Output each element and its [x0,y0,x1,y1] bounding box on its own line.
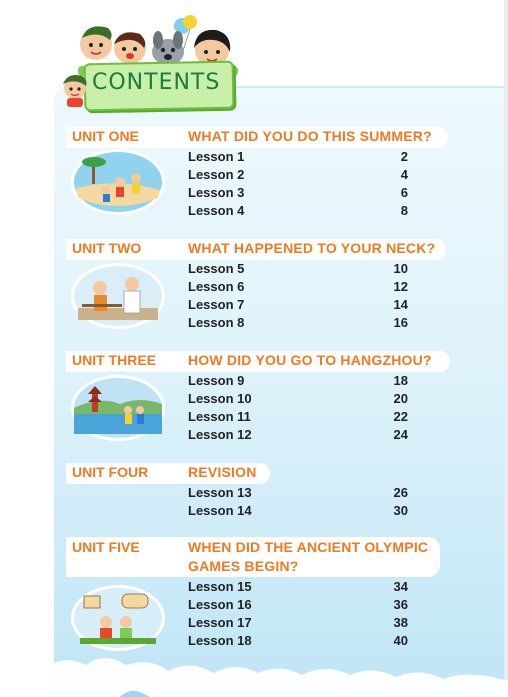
lesson-5-label[interactable]: Lesson 5 [188,261,245,276]
lesson-12-label[interactable]: Lesson 12 [188,427,252,442]
unit-five-label: UNIT FIVE [72,539,140,555]
lesson-8-page: 16 [393,315,408,330]
page-right-edge [504,0,508,697]
lesson-10-label[interactable]: Lesson 10 [188,391,252,406]
lesson-17-label[interactable]: Lesson 17 [188,615,252,630]
lesson-15-label[interactable]: Lesson 15 [188,579,252,594]
lesson-10-page: 20 [393,391,408,406]
unit-one-label: UNIT ONE [72,128,139,144]
lesson-6-label[interactable]: Lesson 6 [188,279,245,294]
lesson-11-label[interactable]: Lesson 11 [188,409,251,424]
lesson-11-page: 22 [393,409,408,424]
unit-two-title[interactable]: WHAT HAPPENED TO YOUR NECK? [188,240,436,256]
lesson-4-label[interactable]: Lesson 4 [188,203,245,218]
lesson-15-page: 34 [393,579,408,594]
lesson-1-label[interactable]: Lesson 1 [188,149,245,164]
lesson-14-label[interactable]: Lesson 14 [188,503,252,518]
lesson-9-page: 18 [393,373,408,388]
lake-pagoda-icon [70,374,166,442]
lesson-12-page: 24 [393,427,408,442]
unit-four-label: UNIT FOUR [72,464,149,480]
unit-five-title[interactable]: WHEN DID THE ANCIENT OLYMPIC [188,539,429,555]
cloud-border-icon [0,627,508,697]
doctor-visit-icon [70,262,166,330]
unit-three-title[interactable]: HOW DID YOU GO TO HANGZHOU? [188,352,432,368]
lesson-3-page: 6 [400,185,408,200]
lesson-2-page: 4 [400,167,408,182]
lesson-3-label[interactable]: Lesson 3 [188,185,245,200]
lesson-18-label[interactable]: Lesson 18 [188,633,252,648]
unit-three-label: UNIT THREE [72,352,156,368]
unit-four-title[interactable]: REVISION [188,464,257,480]
lesson-1-page: 2 [400,149,408,164]
panel-top-border [230,86,508,88]
unit-five-title-line2[interactable]: GAMES BEGIN? [188,558,299,574]
lesson-2-label[interactable]: Lesson 2 [188,167,245,182]
lesson-13-page: 26 [393,485,408,500]
lesson-7-label[interactable]: Lesson 7 [188,297,245,312]
lesson-16-page: 36 [393,597,408,612]
lesson-17-page: 38 [393,615,408,630]
lesson-4-page: 8 [400,203,408,218]
unit-one-title[interactable]: WHAT DID YOU DO THIS SUMMER? [188,128,432,144]
lesson-7-page: 14 [393,297,408,312]
lesson-9-label[interactable]: Lesson 9 [188,373,245,388]
lesson-5-page: 10 [393,261,408,276]
beach-scene-icon [70,148,166,216]
lesson-14-page: 30 [393,503,408,518]
unit-two-label: UNIT TWO [72,240,142,256]
lesson-13-label[interactable]: Lesson 13 [188,485,252,500]
boy-mascot-icon [58,68,92,108]
lesson-8-label[interactable]: Lesson 8 [188,315,245,330]
lesson-18-page: 40 [393,633,408,648]
lesson-6-page: 12 [393,279,408,294]
page-title: CONTENTS [92,70,221,95]
lesson-16-label[interactable]: Lesson 16 [188,597,252,612]
